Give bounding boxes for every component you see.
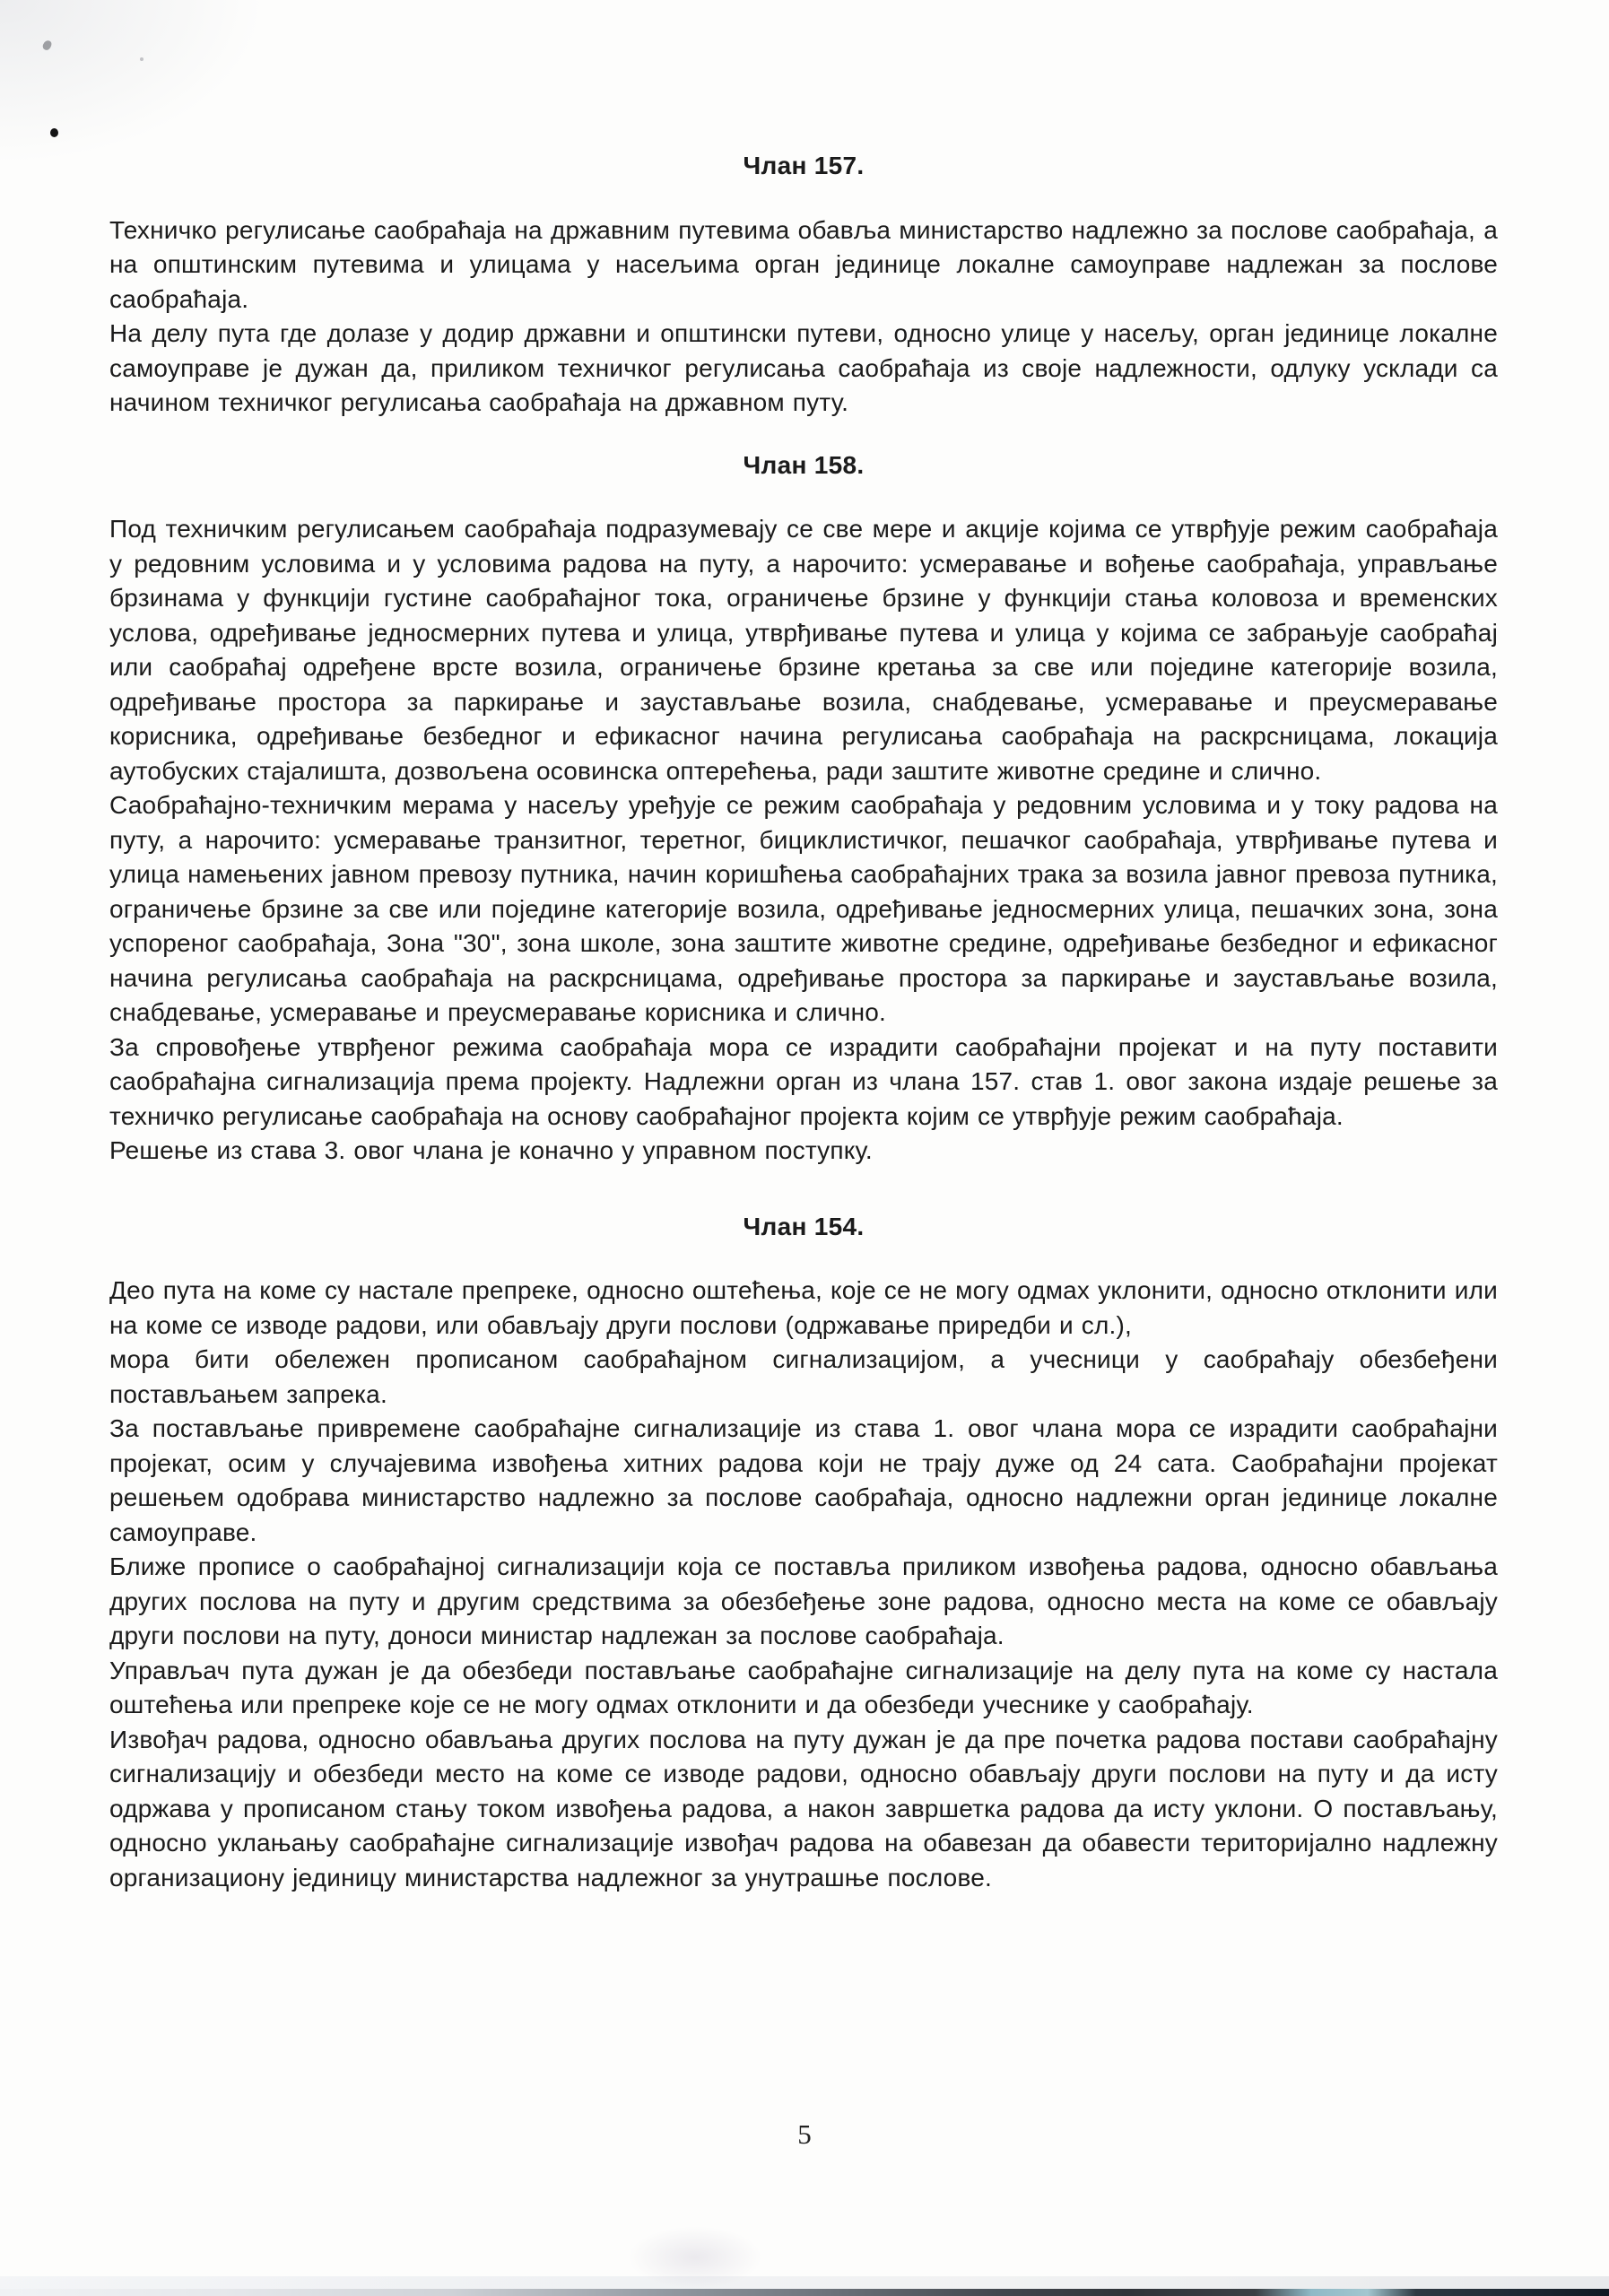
paragraph: Извођач радова, односно обављања других послова на путу дужан је да пре почетка радова постави саобраћајну сигнализацију и обезбеди место на коме се изводе радови, односно обављају други послови на путу и да исту одржава у прописаном стању током извођења радова, а након завршетка радова да исту уклони. О постављању, односно уклањању саобраћајне сигнализације извођач радова на обавезан да обавести територијално надлежну организациону јединицу министарства надлежног за унутрашње послове. <box>109 1725 1498 1892</box>
paragraph: Део пута на коме су настале препреке, односно оштећења, које се не могу одмах уклонити, односно отклонити или на коме се изводе радови, или обављају други послови (одржавање приредби и сл.), <box>109 1276 1498 1339</box>
document-content <box>109 149 1498 1895</box>
paragraph: Ближе прописе о саобраћајној сигнализацији која се поставља приликом извођења радова, односно обављања других послова на путу и другим средствима за обезбеђење зоне радова, односно места на коме се обављају други послови на путу, доноси министар надлежан за послове саобраћаја. <box>109 1552 1498 1649</box>
article-section-154 <box>109 1210 1498 1896</box>
paragraph: Решење из става 3. овог члана је коначно у управном поступку. <box>109 1136 873 1164</box>
paragraph: Под техничким регулисањем саобраћаја подразумевају се све мере и акције којима се утврђује режим саобраћаја у редовним условима и у условима радова на путу, а нарочито: усмеравање и вођење саобраћаја, управљање брзинама у функцији густине саобраћајног тока, ограничење брзине у функцији стања коловоза и временских услова, одређивање једносмерних путева и улица, утврђивање путева и улица у којима се забрањује саобраћај или саобраћај одређене врсте возила, ограничење брзине кретања за све или поједине категорије возила, одређивање простора за паркирање и заустављање возила, снабдевање, усмеравање и преусмеравање корисника, одређивање безбедног и ефикасног начина регулисања саобраћаја на раскрсницама, локација аутобуских стајалишта, дозвољена осовинска оптерећења, ради заштите животне средине и слично. <box>109 515 1498 785</box>
paragraph: мора бити обележен прописаном саобраћајном сигнализацијом, а учесници у саобраћају обезбеђени постављањем запрека. <box>109 1345 1498 1408</box>
scan-edge-band <box>0 2289 1609 2296</box>
paragraph: На делу пута где долазе у додир државни и општински путеви, односно улице у насељу, орган јединице локалне самоуправе је дужан да, приликом техничког регулисања саобраћаја из своје надлежности, одлуку усклади са начином техничког регулисања саобраћаја на државном путу. <box>109 319 1498 416</box>
article-section-157 <box>109 149 1498 421</box>
paragraph: За спровођење утврђеног режима саобраћаја мора се израдити саобраћајни пројекат и на путу поставити саобраћајна сигнализација према пројекту. Надлежни орган из члана 157. став 1. овог закона издаје решење за техничко регулисање саобраћаја на основу саобраћајног пројекта којим се утврђује режим саобраћаја. <box>109 1032 1498 1130</box>
scan-speckle <box>50 128 58 137</box>
paragraph: Управљач пута дужан је да обезбеди постављање саобраћајне сигнализације на делу пута на коме су настала оштећења или препреке које се не могу одмах отклонити и да обезбеди учеснике у саобраћају. <box>109 1656 1498 1718</box>
paragraph: Саобраћајно-техничким мерама у насељу уређује се режим саобраћаја у редовним условима и у току радова на путу, а нарочито: усмеравање транзитног, теретног, бициклистичког, пешачког саобраћаја, утврђивање путева и улица намењених јавном превозу путника, начин коришћења саобраћајних трака за возила јавног превоза путника, ограничење брзине за све или поједине категорије возила, одређивање једносмерних улица, пешачких зона, зона успореног саобраћаја, Зона "30", зона школе, зона заштите животне средине, одређивање безбедног и ефикасног начина регулисања саобраћаја на раскрсницама, одређивање простора за паркирање и заустављање возила, снабдевање, усмеравање и преусмеравање корисника и слично. <box>109 791 1498 1026</box>
article-heading: Члан 154. <box>743 1212 865 1240</box>
article-heading: Члан 158. <box>743 450 865 479</box>
article-section-158 <box>109 448 1498 1169</box>
page-number: 5 <box>797 2118 812 2150</box>
article-heading: Члан 157. <box>743 152 865 179</box>
scan-speckle <box>140 57 144 61</box>
paragraph: За постављање привремене саобраћајне сигнализације из става 1. овог члана мора се израдити саобраћајни пројекат, осим у случајевима извођења хитних радова који не трају дуже од 24 сата. Саобраћајни пројекат решењем одобрава министарство надлежно за послове саобраћаја, односно надлежни орган јединице локалне самоуправе. <box>109 1414 1498 1546</box>
scan-edge-haze <box>0 2276 1609 2289</box>
paragraph: Техничко регулисање саобраћаја на државним путевима обавља министарство надлежно за послове саобраћаја, а на општинским путевима и улицама у насељима орган јединице локалне самоуправе надлежан за послове саобраћаја. <box>109 215 1498 313</box>
scan-speckle <box>42 39 53 51</box>
